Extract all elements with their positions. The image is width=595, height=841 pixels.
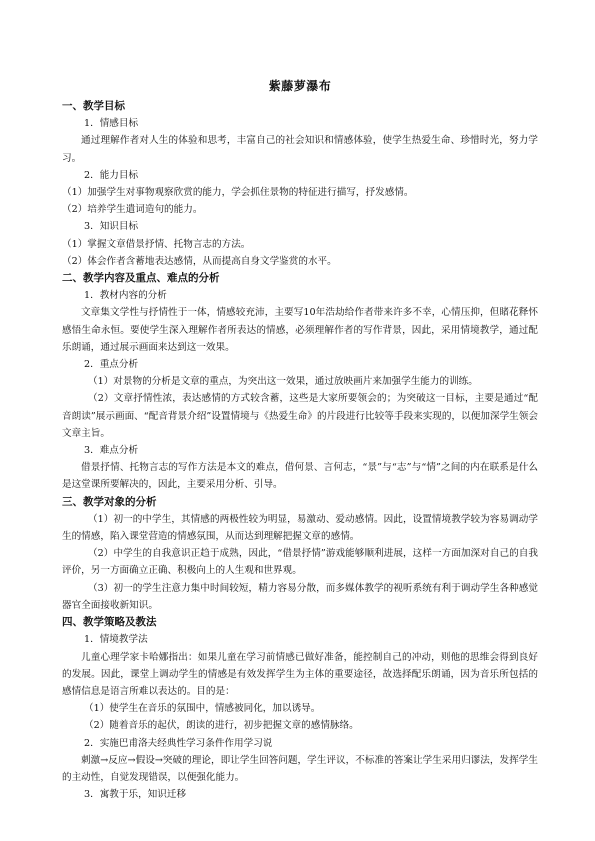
- subsection-heading: 2．实施巴甫洛夫经典性学习条件作用学习说: [84, 737, 273, 749]
- document-title: 紫藤萝瀑布: [268, 79, 332, 93]
- section-content-analysis: [62, 270, 538, 494]
- paragraph: （3）初一的学生注意力集中时间较短，精力容易分散，而多媒体教学的视听系统有利于调动学生各种感觉器官全面接收新知识。: [62, 582, 538, 611]
- section-strategies: [62, 614, 538, 803]
- paragraph: （2）文章抒情性浓，表达感情的方式较含蓄，这些是大家所要领会的；为突破这一目标，主要是通过“配音朗读”展示画面、“配音背景介绍”设置情境与《热爱生命》的片段进行比较等手段来实现的，以便加深学生领会文章主旨。: [62, 393, 538, 439]
- list-item: （2）随着音乐的起伏，朗读的进行，初步把握文章的感情脉络。: [84, 720, 359, 732]
- section-heading: 二、教学内容及重点、难点的分析: [62, 272, 220, 285]
- list-item: （1）加强学生对事物观察欣赏的能力，学会抓住景物的特征进行描写，抒发感情。: [62, 187, 414, 199]
- list-item: （2）培养学生遣词造句的能力。: [62, 204, 203, 216]
- subsection-heading: 2．重点分析: [84, 359, 139, 371]
- paragraph: 儿童心理学家卡哈娜指出：如果儿童在学习前情感已做好准备，能控制自己的冲动，则他的思维会得到良好的发展。因此，课堂上调动学生的情感是有效发挥学生为主体的重要途径，故选择配乐朗诵，因为音乐所包括的感情信息是语言所难以表达的。目的是：: [62, 651, 538, 697]
- list-item: （1）使学生在音乐的氛围中，情感被同化，加以诱导。: [84, 703, 321, 715]
- paragraph: 借景抒情、托物言志的写作方法是本文的难点，借何景、言何志，“景”与“志”与“情”之间的内在联系是什么是这堂课所要解决的，因此，主要采用分析、引导。: [62, 462, 538, 491]
- list-item: （1）掌握文章借景抒情、托物言志的方法。: [62, 238, 251, 250]
- paragraph: 文章集文学性与抒情性于一体，情感较充沛，主要写10年浩劫给作者带来许多不幸，心情压抑，但睹花释怀感悟生命永恒。要使学生深入理解作者所表达的情感，必须理解作者的写作背景，因此，采用情境教学，通过配乐朗诵，通过展示画面来达到这一效果。: [62, 307, 538, 353]
- subsection-heading: 1．情境教学法: [84, 634, 148, 646]
- subsection-heading: 3．寓教于乐，知识迁移: [84, 789, 187, 801]
- subsection-heading: 3．难点分析: [84, 445, 139, 457]
- section-heading: 四、教学策略及教法: [62, 616, 157, 629]
- paragraph: 刺激→反应→假设→突破的理论，即让学生回答问题，学生评议，不标准的答案让学生采用归谬法，发挥学生的主动性，自觉发现错误，以便强化能力。: [62, 754, 538, 783]
- paragraph: （2）中学生的自我意识正趋于成熟，因此，“借景抒情”游戏能够顺利进展，这样一方面加深对自己的自我评价，另一方面确立正确、积极向上的人生观和世界观。: [62, 548, 538, 577]
- list-item: （2）体会作者含蓄地表达感情，从而提高自身文学鉴赏的水平。: [62, 255, 337, 267]
- subsection-heading: 2．能力目标: [84, 169, 139, 181]
- paragraph: （1）对景物的分析是文章的重点，为突出这一效果，通过放映画片来加强学生能力的训练。: [88, 376, 478, 388]
- subsection-heading: 3．知识目标: [84, 221, 139, 233]
- section-heading: 一、教学目标: [62, 100, 125, 112]
- paragraph: （1）初一的中学生，其情感的两极性较为明显，易激动、爱动感情。因此，设置情境教学较为容易调动学生的情感，陷入课堂营造的情感氛围，从而达到理解把握文章的感情。: [62, 513, 538, 543]
- section-learner-analysis: [62, 494, 538, 614]
- paragraph: 通过理解作者对人生的体验和思考，丰富自己的社会知识和情感体验，使学生热爱生命、珍惜时光，努力学习。: [62, 135, 538, 164]
- subsection-heading: 1．情感目标: [84, 118, 139, 130]
- section-heading: 三、教学对象的分析: [62, 495, 157, 508]
- section-objectives: [62, 98, 538, 270]
- document-page: [62, 78, 538, 803]
- subsection-heading: 1．教材内容的分析: [84, 290, 167, 302]
